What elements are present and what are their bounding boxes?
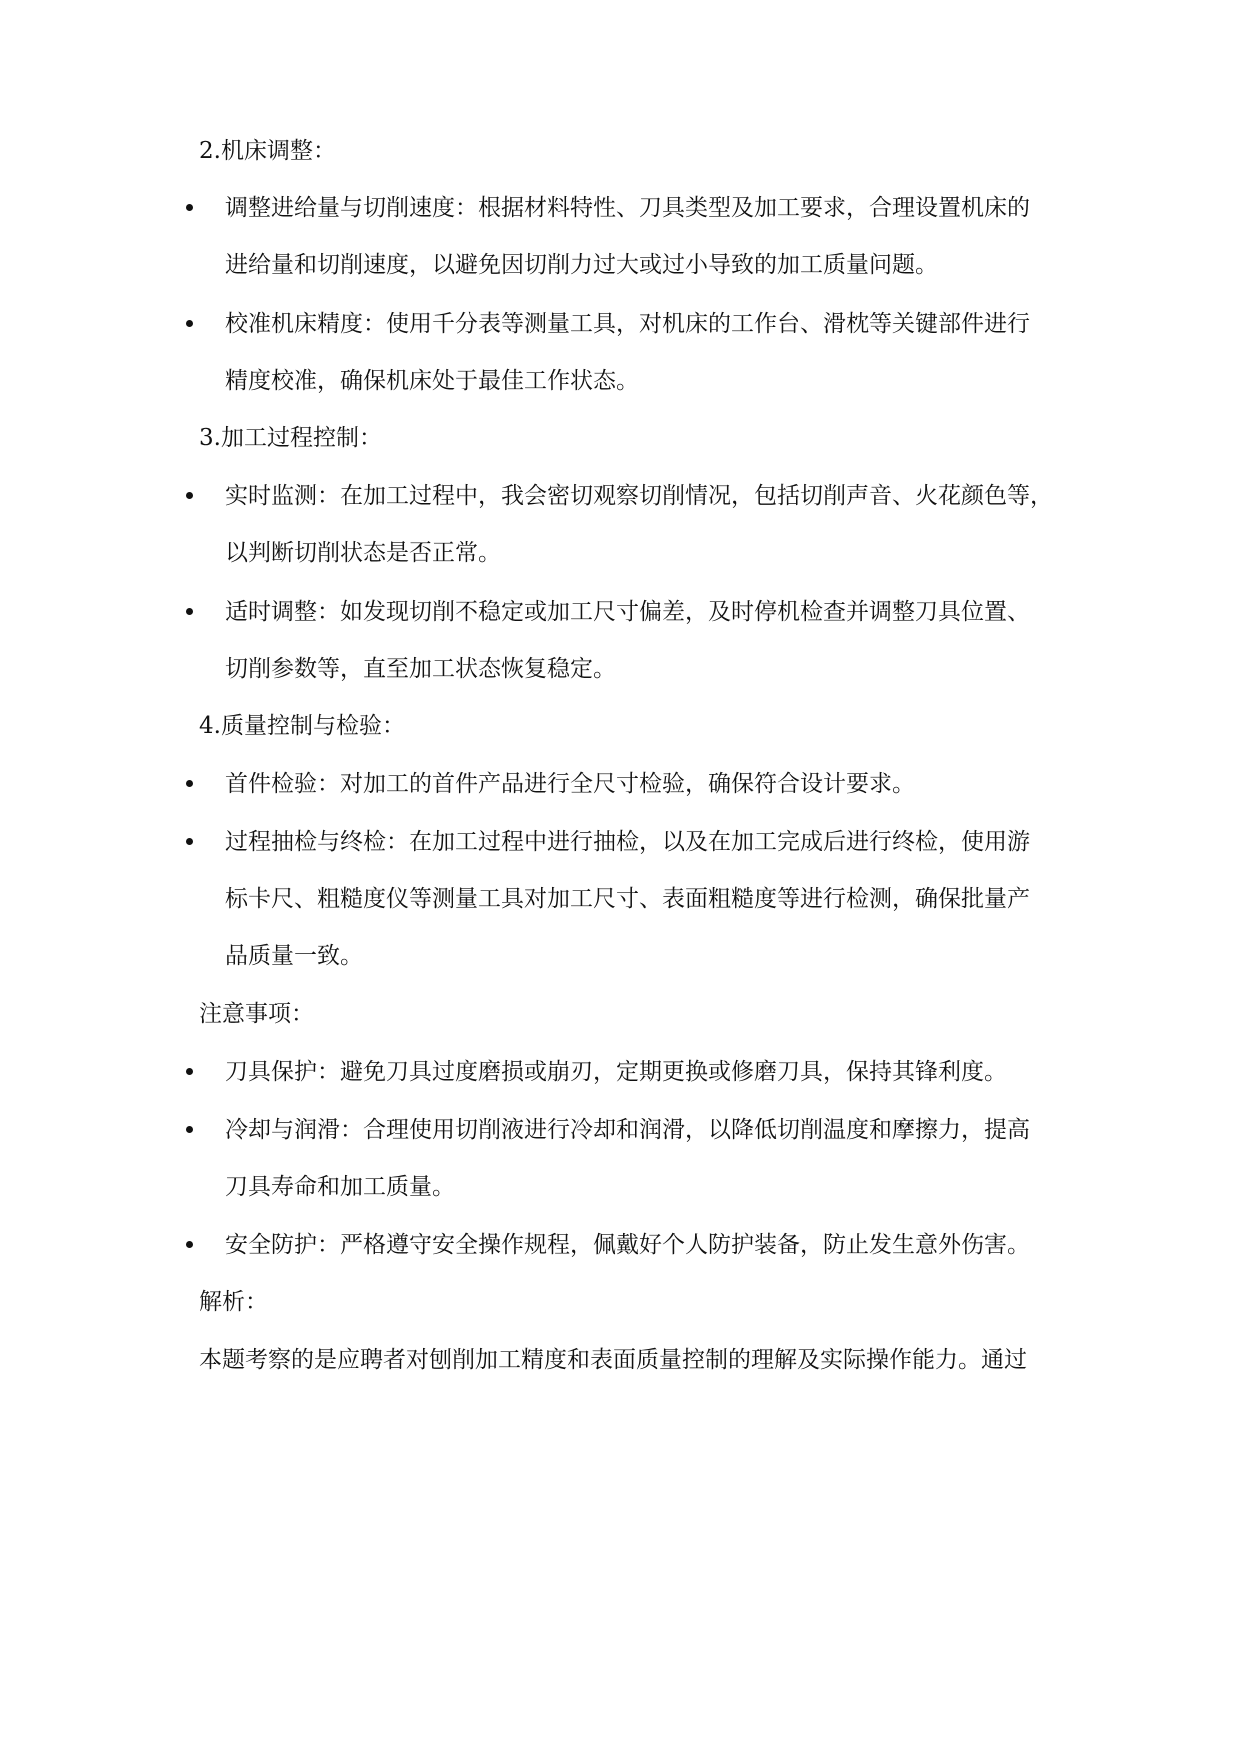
analysis-heading: 解析： (199, 1289, 268, 1315)
bullet-icon (186, 1068, 193, 1075)
list-item-line: 过程抽检与终检：在加工过程中进行抽检，以及在加工完成后进行终检，使用游 (225, 829, 1030, 855)
list-item-line: 精度校准，确保机床处于最佳工作状态。 (225, 368, 639, 394)
bullet-icon (186, 608, 193, 615)
bullet-icon (186, 1126, 193, 1133)
bullet-icon (186, 320, 193, 327)
list-item-line: 适时调整：如发现切削不稳定或加工尺寸偏差，及时停机检查并调整刀具位置、 (225, 599, 1030, 625)
list-item-line: 安全防护：严格遵守安全操作规程，佩戴好个人防护装备，防止发生意外伤害。 (225, 1232, 1030, 1258)
list-item-line: 进给量和切削速度，以避免因切削力过大或过小导致的加工质量问题。 (225, 252, 938, 278)
analysis-text: 本题考察的是应聘者对刨削加工精度和表面质量控制的理解及实际操作能力。通过 (199, 1347, 1027, 1373)
list-item-line: 标卡尺、粗糙度仪等测量工具对加工尺寸、表面粗糙度等进行检测，确保批量产 (225, 886, 1030, 912)
section-heading: 注意事项： (199, 1001, 314, 1027)
list-item-line: 调整进给量与切削速度：根据材料特性、刀具类型及加工要求，合理设置机床的 (225, 195, 1030, 221)
list-item-line: 刀具寿命和加工质量。 (225, 1174, 455, 1200)
bullet-icon (186, 838, 193, 845)
list-item-line: 刀具保护：避免刀具过度磨损或崩刃，定期更换或修磨刀具，保持其锋利度。 (225, 1059, 1007, 1085)
bullet-icon (186, 492, 193, 499)
section-heading: 3.加工过程控制： (199, 425, 382, 451)
list-item-line: 首件检验：对加工的首件产品进行全尺寸检验，确保符合设计要求。 (225, 771, 915, 797)
list-item-line: 品质量一致。 (225, 943, 363, 969)
bullet-icon (186, 780, 193, 787)
list-item-line: 校准机床精度：使用千分表等测量工具，对机床的工作台、滑枕等关键部件进行 (225, 311, 1030, 337)
list-item-line: 以判断切削状态是否正常。 (225, 540, 501, 566)
list-item-line: 实时监测：在加工过程中，我会密切观察切削情况，包括切削声音、火花颜色等， (225, 483, 1053, 509)
bullet-icon (186, 1241, 193, 1248)
list-item-line: 冷却与润滑：合理使用切削液进行冷却和润滑，以降低切削温度和摩擦力，提高 (225, 1117, 1030, 1143)
section-heading: 2.机床调整： (199, 138, 336, 164)
section-heading: 4.质量控制与检验： (199, 713, 405, 739)
list-item-line: 切削参数等，直至加工状态恢复稳定。 (225, 656, 616, 682)
bullet-icon (186, 204, 193, 211)
